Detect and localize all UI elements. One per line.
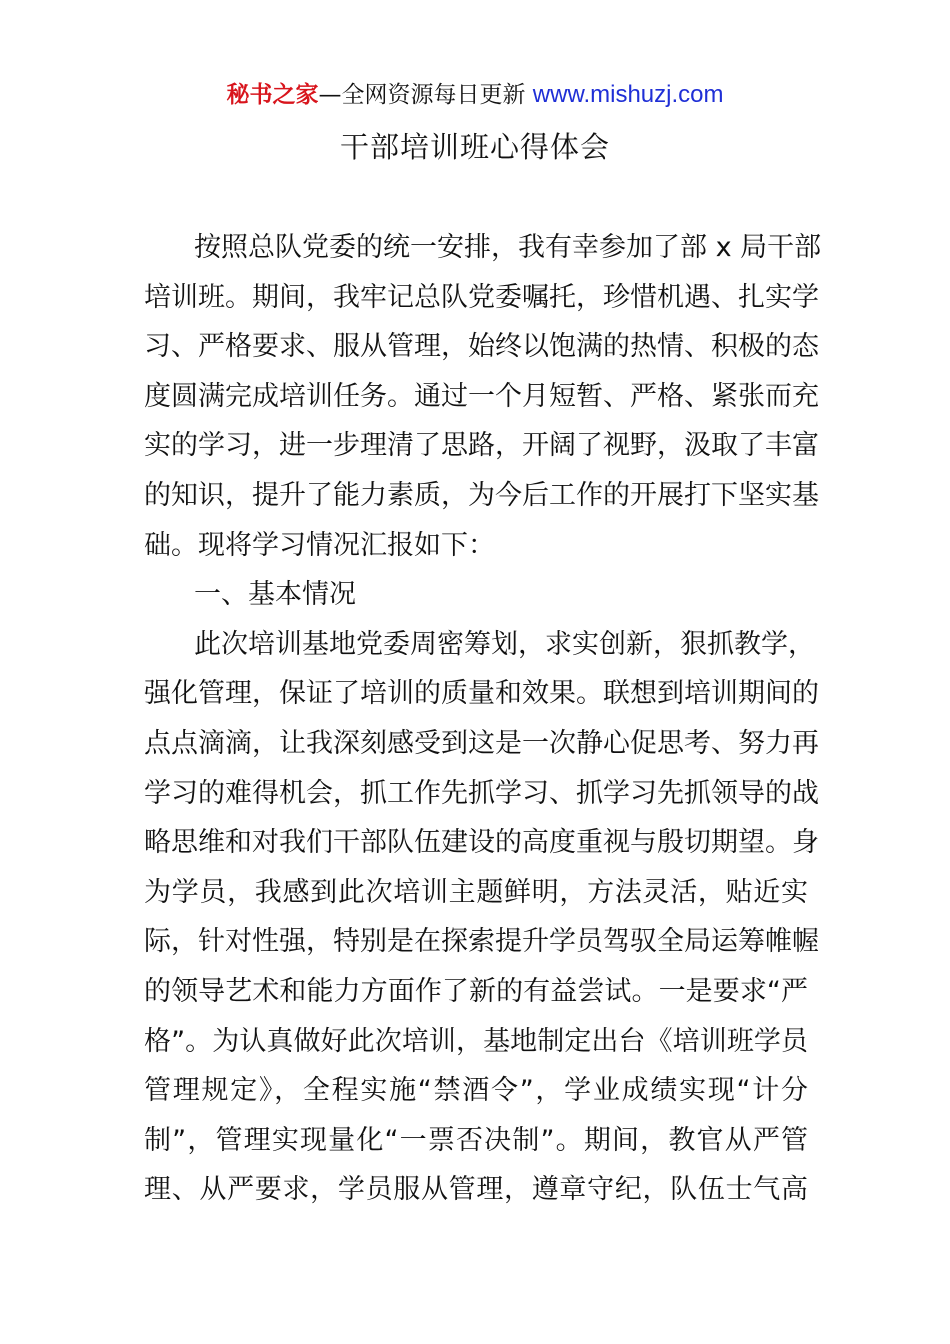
text-line: 此次培训基地党委周密筹划，求实创新，狠抓教学， [194,628,815,660]
text-line: 的知识，提升了能力素质，为今后工作的开展打下坚实基 [144,479,819,511]
text-line: 习、严格要求、服从管理，始终以饱满的热情、积极的态 [144,331,819,363]
text-line: 按照总队党委的统一安排，我有幸参加了部 x 局干部 [194,232,822,263]
site-url[interactable]: www.mishuzj.com [532,81,724,108]
document-title: 干部培训班心得体会 [339,130,610,164]
text-line: 制”，管理实现量化“一票否决制”。期间，教官从严管 [144,1124,808,1156]
text-line: 础。现将学习情况汇报如下： [144,529,495,561]
text-line: 理、从严要求，学员服从管理，遵章守纪，队伍士气高 [144,1174,808,1206]
text-line: 管理规定》，全程实施“禁酒令”，学业成绩实现“计分 [144,1075,808,1107]
section-heading: 一、基本情况 [194,579,356,611]
text-line: 强化管理，保证了培训的质量和效果。联想到培训期间的 [144,678,819,710]
document-body [144,223,822,1215]
text-line: 的领导艺术和能力方面作了新的有益尝试。一是要求“严 [144,975,808,1007]
text-line: 培训班。期间，我牢记总队党委嘱托，珍惜机遇、扎实学 [144,281,819,313]
text-line: 为学员，我感到此次培训主题鲜明，方法灵活，贴近实 [144,876,808,908]
text-line: 格”。为认真做好此次培训，基地制定出台《培训班学员 [144,1025,808,1057]
site-header [0,78,950,112]
text-line: 学习的难得机会，抓工作先抓学习、抓学习先抓领导的战 [144,777,819,809]
text-line: 际，针对性强，特别是在探索提升学员驾驭全局运筹帷幄 [144,926,819,958]
text-line: 度圆满完成培训任务。通过一个月短暂、严格、紧张而充 [144,380,819,412]
text-line: 略思维和对我们干部队伍建设的高度重视与殷切期望。身 [144,827,819,859]
brand-name: 秘书之家 [226,82,319,108]
header-tagline: —全网资源每日更新 [318,82,526,108]
text-line: 实的学习，进一步理清了思路，开阔了视野，汲取了丰富 [144,430,819,462]
text-line: 点点滴滴，让我深刻感受到这是一次静心促思考、努力再 [144,727,819,759]
